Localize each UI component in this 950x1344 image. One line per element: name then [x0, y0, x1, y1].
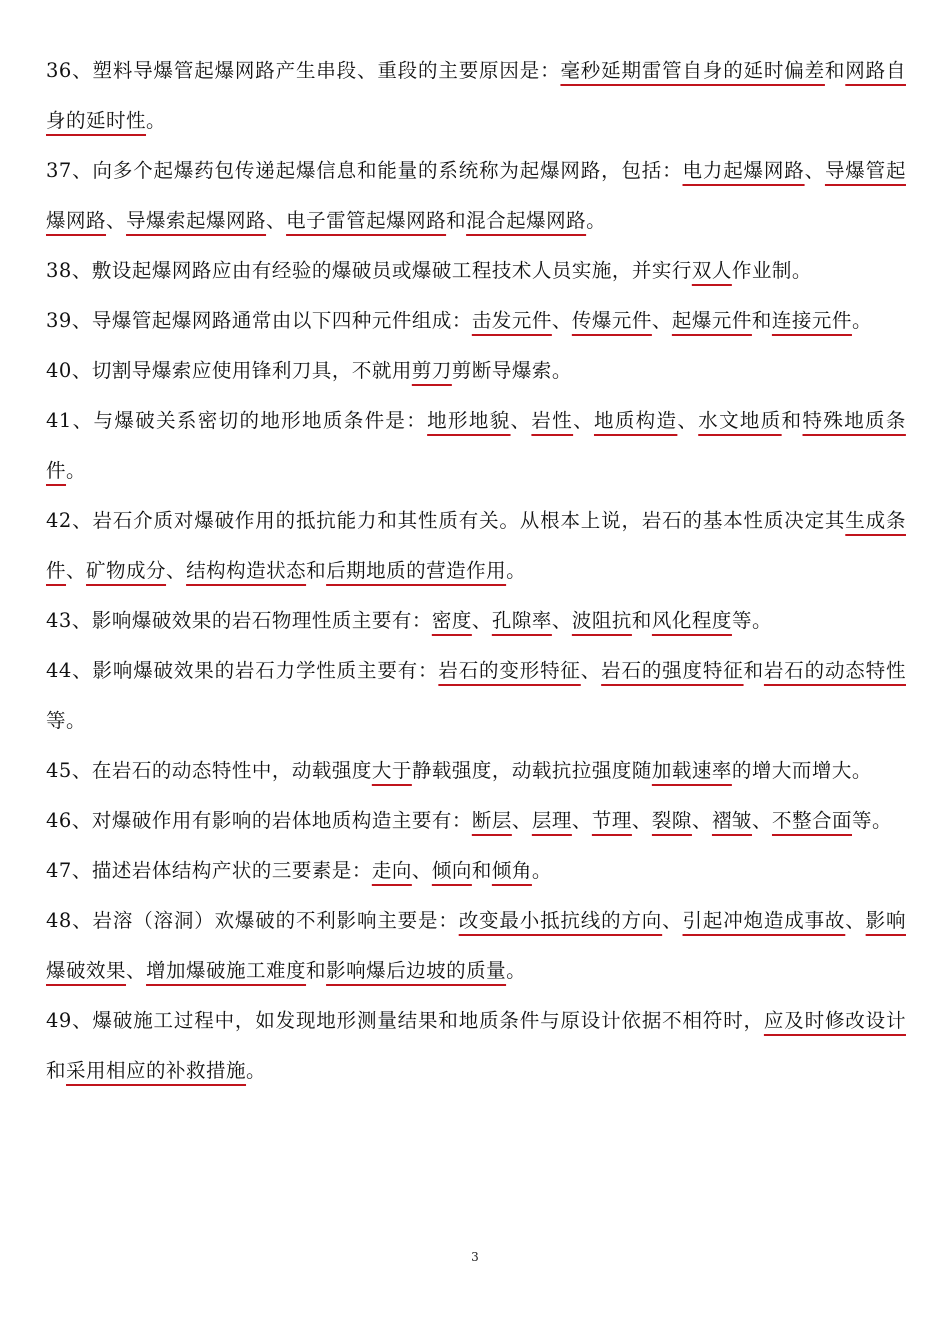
underlined-answer: 电子雷管起爆网路 — [286, 209, 447, 232]
underlined-answer: 裂隙 — [651, 809, 692, 832]
underlined-answer: 导爆索起爆网路 — [126, 209, 267, 232]
question-text: 、 — [511, 809, 532, 832]
underlined-answer: 采用相应的补救措施 — [66, 1059, 247, 1082]
question-item — [46, 996, 906, 1096]
question-text: 。 — [586, 209, 607, 232]
underlined-answer: 地质构造 — [593, 409, 678, 432]
underlined-answer: 电力起爆网路 — [682, 159, 805, 182]
question-text: 作业制。 — [731, 259, 812, 282]
underlined-answer: 传爆元件 — [571, 309, 652, 332]
underlined-answer: 特殊地质条件 — [46, 409, 906, 482]
underlined-answer: 影响爆破效果 — [46, 909, 906, 982]
underlined-answer: 导爆管起爆网路 — [46, 159, 906, 232]
question-text: 、 — [631, 809, 652, 832]
underlined-answer: 毫秒延期雷管自身的延时偏差 — [560, 59, 825, 82]
underlined-answer: 节理 — [591, 809, 632, 832]
question-text: 49、爆破施工过程中，如发现地形测量结果和地质条件与原设计依据不相符时， — [46, 1009, 764, 1032]
underlined-answer: 加载速率 — [651, 759, 732, 782]
question-text: 和 — [824, 59, 846, 82]
question-item — [46, 746, 906, 796]
underlined-answer: 起爆元件 — [671, 309, 752, 332]
question-text: 和 — [471, 859, 492, 882]
question-text: 等。 — [46, 709, 87, 732]
question-list — [46, 46, 906, 1096]
question-item — [46, 496, 906, 596]
question-text: 、 — [126, 959, 147, 982]
question-item — [46, 846, 906, 896]
question-item — [46, 596, 906, 646]
question-text: 38、敷设起爆网路应由有经验的爆破员或爆破工程技术人员实施，并实行 — [46, 259, 692, 282]
underlined-answer: 层理 — [531, 809, 572, 832]
underlined-answer: 引起冲炮造成事故 — [682, 909, 846, 932]
question-item — [46, 246, 906, 296]
question-text: 、 — [580, 659, 602, 682]
page-number: 3 — [471, 1250, 479, 1264]
underlined-answer: 应及时修改设计 — [763, 1009, 906, 1032]
underlined-answer: 生成条件 — [46, 509, 906, 582]
question-text: 、 — [804, 159, 825, 182]
underlined-answer: 不整合面 — [771, 809, 852, 832]
question-text: 和 — [743, 659, 764, 682]
question-text: 36、塑料导爆管起爆网路产生串段、重段的主要原因是： — [46, 59, 561, 82]
question-text: 、 — [677, 409, 699, 432]
underlined-answer: 断层 — [471, 809, 512, 832]
question-text: 和 — [781, 409, 803, 432]
underlined-answer: 倾角 — [491, 859, 532, 882]
underlined-answer: 后期地质的营造作用 — [326, 559, 507, 582]
underlined-answer: 走向 — [371, 859, 412, 882]
question-text: 。 — [506, 959, 527, 982]
underlined-answer: 双人 — [691, 259, 732, 282]
underlined-answer: 混合起爆网路 — [466, 209, 587, 232]
underlined-answer: 击发元件 — [471, 309, 552, 332]
question-text: 、 — [651, 309, 672, 332]
question-text: 、 — [471, 609, 492, 632]
question-text: 剪断导爆索。 — [451, 359, 572, 382]
underlined-answer: 影响爆后边坡的质量 — [326, 959, 507, 982]
question-text: 和 — [751, 309, 772, 332]
question-text: 。 — [146, 109, 167, 132]
question-text: 的增大而增大。 — [731, 759, 872, 782]
question-text: 39、导爆管起爆网路通常由以下四种元件组成： — [46, 309, 472, 332]
question-text: 、 — [66, 559, 87, 582]
question-text: 等。 — [852, 809, 893, 832]
question-text: 、 — [510, 409, 532, 432]
underlined-answer: 大于 — [371, 759, 412, 782]
underlined-answer: 岩性 — [531, 409, 574, 432]
question-item — [46, 796, 906, 846]
question-text: 和 — [306, 959, 327, 982]
question-text: 静载强度，动载抗拉强度随 — [411, 759, 652, 782]
question-text: 、 — [166, 559, 187, 582]
question-text: 、 — [571, 809, 592, 832]
underlined-answer: 波阻抗 — [571, 609, 632, 632]
question-text: 41、与爆破关系密切的地形地质条件是： — [46, 409, 428, 432]
question-text: 、 — [662, 909, 683, 932]
underlined-answer: 水文地质 — [698, 409, 782, 432]
underlined-answer: 岩石的强度特征 — [601, 659, 744, 682]
question-item — [46, 46, 906, 146]
question-text: 37、向多个起爆药包传递起爆信息和能量的系统称为起爆网路，包括： — [46, 159, 683, 182]
underlined-answer: 倾向 — [431, 859, 472, 882]
question-text: 45、在岩石的动态特性中，动载强度 — [46, 759, 372, 782]
question-text: 。 — [506, 559, 527, 582]
question-text: 、 — [551, 309, 572, 332]
question-text: 等。 — [731, 609, 772, 632]
question-item — [46, 396, 906, 496]
question-text: 、 — [845, 909, 866, 932]
underlined-answer: 改变最小抵抗线的方向 — [458, 909, 663, 932]
question-text: 和 — [46, 1059, 67, 1082]
question-text: 42、岩石介质对爆破作用的抵抗能力和其性质有关。从根本上说，岩石的基本性质决定其 — [46, 509, 846, 532]
question-text: 、 — [106, 209, 127, 232]
question-text: 44、影响爆破效果的岩石力学性质主要有： — [46, 659, 439, 682]
question-item — [46, 296, 906, 346]
question-item — [46, 346, 906, 396]
underlined-answer: 密度 — [431, 609, 472, 632]
question-text: 47、描述岩体结构产状的三要素是： — [46, 859, 372, 882]
question-item — [46, 896, 906, 996]
question-text: 。 — [246, 1059, 267, 1082]
underlined-answer: 网路自身的延时性 — [46, 59, 906, 132]
underlined-answer: 岩石的变形特征 — [438, 659, 581, 682]
question-text: 48、岩溶（溶洞）欢爆破的不利影响主要是： — [46, 909, 459, 932]
underlined-answer: 矿物成分 — [86, 559, 167, 582]
underlined-answer: 岩石的动态特性 — [763, 659, 906, 682]
question-text: 43、影响爆破效果的岩石物理性质主要有： — [46, 609, 432, 632]
question-text: 46、对爆破作用有影响的岩体地质构造主要有： — [46, 809, 472, 832]
question-item — [46, 646, 906, 746]
underlined-answer: 风化程度 — [651, 609, 732, 632]
question-text: 和 — [631, 609, 652, 632]
underlined-answer: 剪刀 — [411, 359, 452, 382]
question-text: 、 — [266, 209, 287, 232]
question-text: 、 — [411, 859, 432, 882]
question-text: 、 — [573, 409, 594, 432]
underlined-answer: 褶皱 — [711, 809, 752, 832]
question-text: 、 — [551, 609, 572, 632]
question-text: 。 — [531, 859, 552, 882]
question-text: 和 — [306, 559, 327, 582]
underlined-answer: 连接元件 — [771, 309, 852, 332]
question-text: 。 — [66, 459, 87, 482]
question-text: 、 — [691, 809, 712, 832]
underlined-answer: 孔隙率 — [491, 609, 552, 632]
question-text: 、 — [751, 809, 772, 832]
underlined-answer: 地形地貌 — [427, 409, 511, 432]
question-text: 和 — [446, 209, 467, 232]
question-item — [46, 146, 906, 246]
question-text: 40、切割导爆索应使用锋利刀具，不就用 — [46, 359, 412, 382]
question-text: 。 — [851, 309, 872, 332]
underlined-answer: 增加爆破施工难度 — [146, 959, 307, 982]
underlined-answer: 结构构造状态 — [186, 559, 307, 582]
